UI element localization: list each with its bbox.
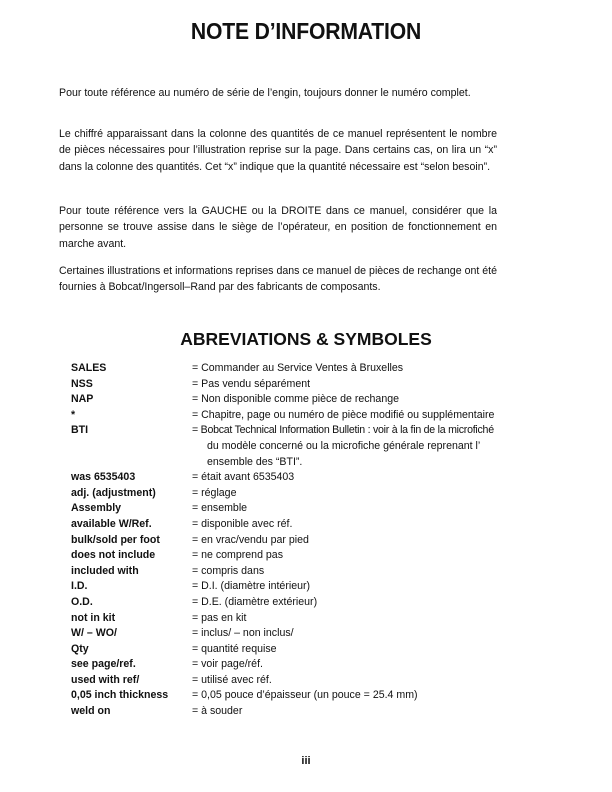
abbr-value: = ne comprend pas <box>192 549 283 562</box>
abbr-key: SALES <box>71 362 107 374</box>
abbr-value: = ensemble <box>192 502 248 515</box>
abbr-row <box>71 595 551 611</box>
abbr-value: = en vrac/vendu par pied <box>192 533 309 546</box>
abbr-key: BTI <box>71 424 89 437</box>
abbr-value: = pas en kit <box>192 611 247 624</box>
abbr-key: was 6535403 <box>71 471 136 484</box>
abbr-row <box>71 408 551 424</box>
abbr-value: = D.E. (diamètre extérieur) <box>192 595 318 608</box>
abbr-value: = voir page/réf. <box>192 658 263 671</box>
abbr-key: included with <box>71 564 139 577</box>
abbr-key: O.D. <box>71 595 93 608</box>
abbr-key: weld on <box>71 705 111 718</box>
abbr-value: = compris dans <box>192 564 265 577</box>
abbr-value: = Pas vendu séparément <box>192 377 311 390</box>
abbr-value: = était avant 6535403 <box>192 471 295 484</box>
abbr-key: bulk/sold per foot <box>71 533 160 546</box>
abbr-value: = Bobcat Technical Information Bulletin : voir à la fin de la microfiché <box>192 424 494 437</box>
abbr-key: 0,05 inch thickness <box>71 689 169 702</box>
abbr-row <box>71 688 551 704</box>
abbr-row <box>71 423 551 439</box>
abbr-key: * <box>71 408 76 421</box>
abbr-value: = réglage <box>192 486 237 499</box>
abbr-value: = à souder <box>192 705 243 718</box>
paragraph-left-right: Pour toute référence vers la GAUCHE ou la DROITE dans ce manuel, considérer que la personne se trouve assise dans le siège de l’opérateur, en position de fonctionnement en marche avant. <box>59 205 497 250</box>
abbr-row <box>71 579 551 595</box>
abbr-row <box>71 657 551 673</box>
abbr-value: = inclus/ – non inclus/ <box>192 627 294 640</box>
abbr-row <box>71 626 551 642</box>
abbr-key: available W/Ref. <box>71 517 152 530</box>
abbr-key: NSS <box>71 377 93 390</box>
abbr-key: W/ – WO/ <box>71 627 117 640</box>
abbr-value: = utilisé avec réf. <box>192 673 272 686</box>
abbreviations-heading: ABREVIATIONS & SYMBOLES <box>180 329 432 349</box>
abbr-row <box>71 533 551 549</box>
abbr-key: see page/ref. <box>71 658 136 671</box>
abbr-row <box>71 673 551 689</box>
abbr-key: NAP <box>71 393 94 406</box>
page-title: NOTE D’INFORMATION <box>190 18 422 44</box>
paragraph-serial-number: Pour toute référence au numéro de série de l’engin, toujours donner le numéro complet. <box>59 87 471 99</box>
abbr-key: Qty <box>71 642 89 655</box>
abbr-row <box>71 377 551 393</box>
abbr-key: Assembly <box>71 502 122 515</box>
abbr-row <box>71 361 551 377</box>
abbr-continuation: du modèle concerné ou la microfiche générale reprenant l’ <box>207 439 481 452</box>
abbr-row <box>71 392 551 408</box>
abbr-row <box>71 611 551 627</box>
page-number: iii <box>301 755 311 767</box>
abbr-row <box>71 704 551 720</box>
abbr-key: used with ref/ <box>71 673 140 686</box>
abbr-value: = D.I. (diamètre intérieur) <box>192 580 311 593</box>
abbr-value: = disponible avec réf. <box>192 517 293 530</box>
abbr-continuation: ensemble des “BTI”. <box>207 455 303 468</box>
abbr-value: = Non disponible comme pièce de rechange <box>192 393 400 406</box>
abbr-value: = Commander au Service Ventes à Bruxelles <box>192 362 404 374</box>
abbr-row <box>71 486 551 502</box>
abbr-key: I.D. <box>71 580 88 593</box>
abbr-value: = quantité requise <box>192 642 277 655</box>
abbr-row <box>71 470 551 486</box>
abbr-key: does not include <box>71 549 156 562</box>
abbr-value: = 0,05 pouce d’épaisseur (un pouce = 25.4 mm) <box>192 689 418 702</box>
abbr-key: adj. (adjustment) <box>71 486 156 499</box>
abbr-value: = Chapitre, page ou numéro de pièce modifié ou supplémentaire <box>192 408 495 421</box>
abbr-row <box>71 517 551 533</box>
abbr-row <box>71 642 551 658</box>
abbr-row <box>71 548 551 564</box>
abbr-row <box>71 564 551 580</box>
abbr-row <box>71 501 551 517</box>
abbreviations-list <box>71 361 551 720</box>
abbr-key: not in kit <box>71 611 116 624</box>
paragraph-quantities: Le chiffré apparaissant dans la colonne des quantités de ce manuel représentent le nombre de pièces nécessaires pour l’illustration reprise sur la page. Dans certains cas, on lira un “x” dans la colonne des quantités. Cet “x” indique que la quantité nécessaire est “selon besoin”. <box>59 128 497 173</box>
paragraph-illustrations: Certaines illustrations et informations reprises dans ce manuel de pièces de rechange ont été fournies à Bobcat/Ingersoll–Rand par des fabricants de composants. <box>59 265 497 294</box>
